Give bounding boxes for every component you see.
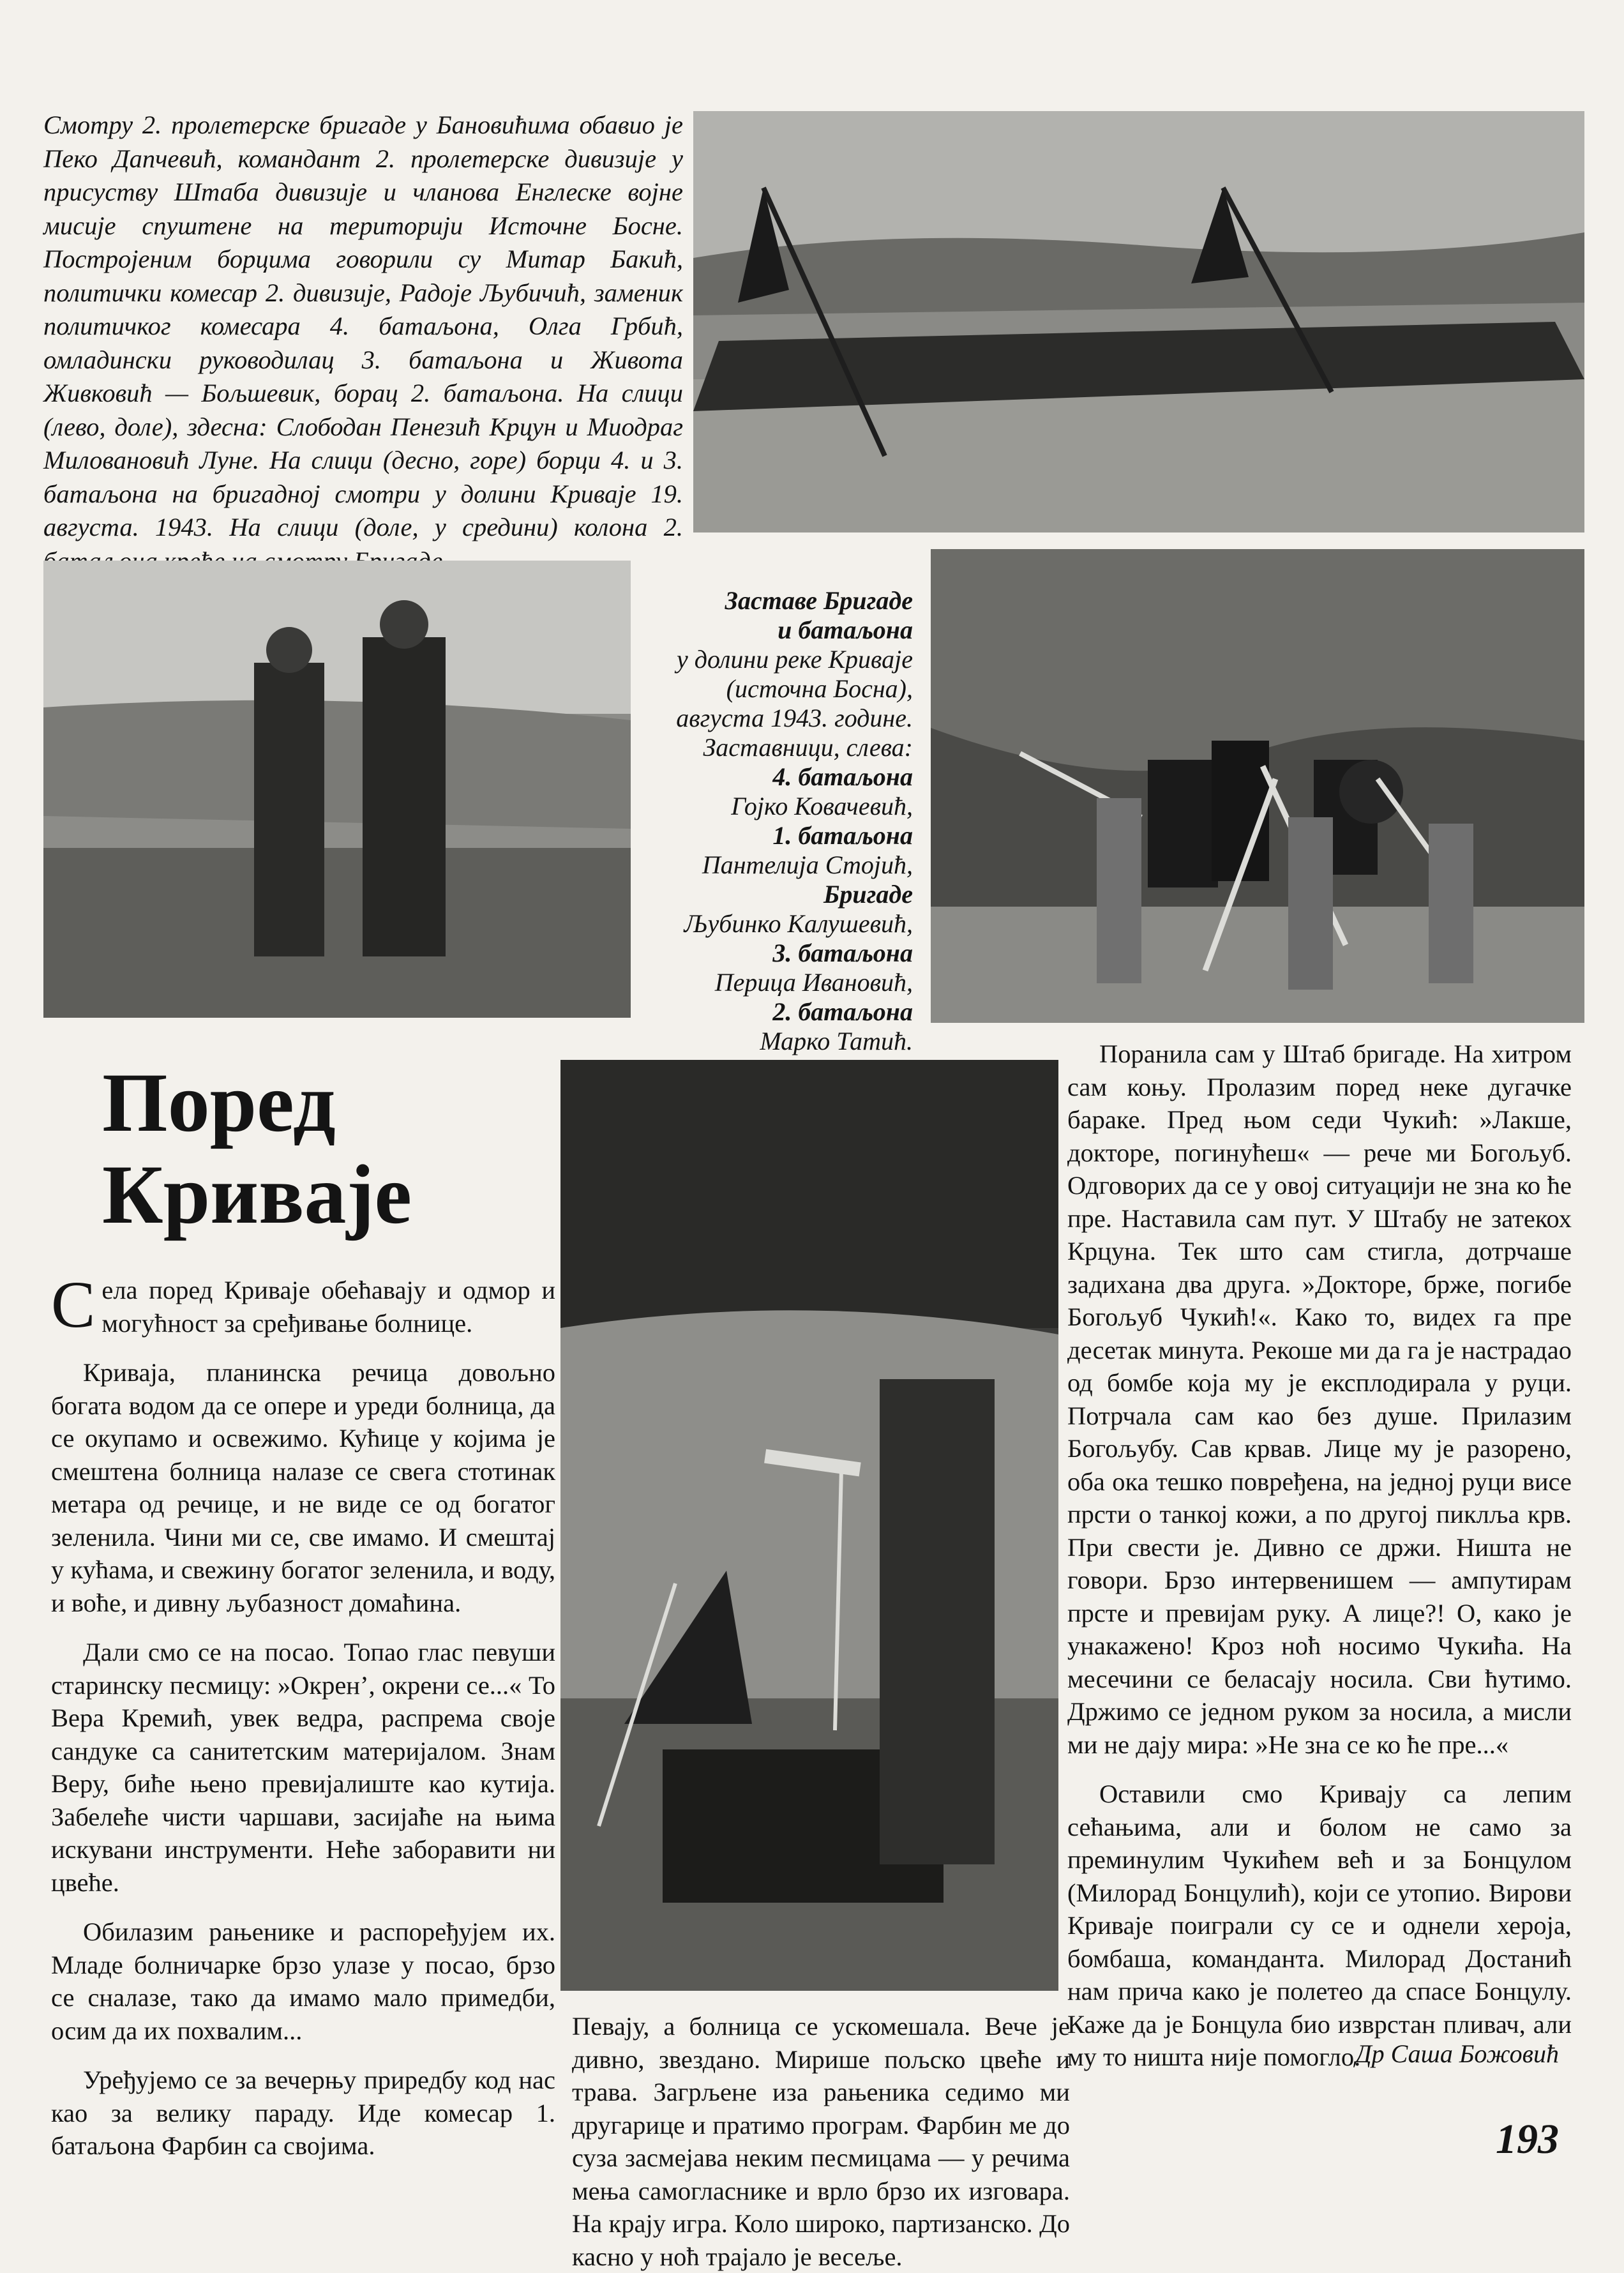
caption-brigade-review: Смотру 2. пролетерске бригаде у Бановићима обавио је Пеко Дапчевић, командант 2. пролетерске дивизије у присуству Штаба дивизије и чланова Енглеске војне мисије спуштене на територији Источне Босне. Постројеним борцима говорили су Митар Бакић, политички комесар 2. дивизије, Радоје Љубичић, заменик политичког комесара 4. батаљона, Олга Грбић, омладински руководилац 3. батаљона и Живота Живковић — Бољшевик, борац 2. батаљона. На слици (лево, доле), здесна: Слободан Пенезић Крцун и Миодраг Миловановић Луне. На слици (десно, горе) борци 4. и 3. батаљона на бригадној смотри у долини Криваје 19. августа. 1943. На слици (доле, у средини) колона 2. [43,110,683,541]
col1-paragraph-3: Дали смо се на посао. Топао глас певуши старинску песмицу: »Окрен’, окрени се...« То Вера Кремић, увек ведра, распрема своје сандуке са санитетским материјалом. Знам Веру, биће њено превијалиште као кутија. Забелеће чисти чаршави, засијаће на њима искувани инструменти. Неће заборавити ни цвеће. [51,1638,555,1897]
caption-flags-line: Заставници, слева: [703,733,913,762]
col1-paragraph-1 [51,1268,555,1341]
text-column-3 [1067,1038,1572,2074]
author-signature: Др Саша Божовић [1355,2039,1559,2068]
caption-flags-line: Бригаде [823,880,913,909]
caption-flags-line: 2. батаљона [772,997,913,1026]
col2-paragraph-1: Певају, а болница се ускомешала. Вече је дивно, звездано. Мирише пољско цвеће и трава. Загрљене иза рањеника седимо ми другарице и пратимо програм. Фарбин ме до суза засмејава неким песмицама — у речима мења самогласнике и врло брзо их изговара. На крају игра. Коло широко, партизанско. До касно у ноћ трајало је весеље. [572,2012,1070,2271]
caption-flags-line: Марко Татић. [760,1027,913,1055]
photo-brigade-review [693,111,1584,532]
col3-paragraph-2: Оставили смо Кривају са лепим сећањима, али и болом не само за преминулим Чукићем већ и за Бонцулом (Милорад Бонцулић), који се утопио. Вирови Криваје поиграли су се и однели хероја, бомбаша, команданта. Милорад Достанић нам прича како је полетео да спасе Бонцулу. Каже да је Бонцула био изврстан пливач, али му то ништа није помогло. [1067,1779,1572,2071]
caption-flags-line: 3. батаљона [772,939,913,967]
caption-flags-line: Заставе Бригаде [725,586,913,615]
caption-flags-line: августа 1943. године. [676,704,913,732]
caption-flags-line: Љубинко Калушевић, [684,909,913,938]
drop-cap: С [51,1268,96,1341]
caption-flags-line: Перица Ивановић, [714,968,913,997]
article-title-line2: Криваје [102,1147,412,1241]
photo-commanders [43,561,631,1018]
caption-flags-line: Пантелија Стојић, [702,850,913,879]
col3-paragraph-1: Поранила сам у Штаб бригаде. На хитром сам коњу. Пролазим поред неке дугачке бараке. Пред њом седи Чукић: »Лакше, докторе, погинућеш« — рече ми Богољуб. Одговорих да се у овој ситуацији не зна ко ће пре. Наставила сам пут. У Штабу не затекох Крцуна. Тек што сам стигла, дотрчаше задихана два друга. »Докторе, брже, погибе Богољуб Чукић!«. Како то, видех га пре десетак минута. Рекоше ми да га је настрадао од бомбе која му је експлодирала у руци. Потрчала сам као без душе. Прилазим Богољубу. Сав крвав. Лице му је разорено, оба ока тешко повређена, на једној руци висе прсти о танкој кожи, а по другој пиклља крв. При свести је. Дивно се држи. Ништа не говори. Брзо интервенишем — ампутирам прсте и превијам руку. А лице?! О, како је унакажено! Кроз ноћ носимо Чукића. На месечини се беласају носила. Сви ћутимо. Држимо се једном руком за носила, а мисли ми не дају мира: »Не зна се ко ће пре...« [1067,1039,1572,1759]
photo-flag-bearers [931,549,1584,1023]
caption-flags-line: 4. батаљона [772,762,913,791]
photo-brigade-review-image [693,111,1584,532]
caption-flags-line: (источна Босна), [726,674,913,703]
col1-paragraph-4: Обилазим рањенике и распоређујем их. Младе болничарке брзо улазе у посао, брзо се сналазе, тако да имамо мало примедби, осим да их похвалим... [51,1917,555,2045]
col1-paragraph-1-text: ела поред Криваје обећавају и одмор и могућност за сређивање болнице. [102,1276,555,1338]
photo-battalion-column-image [560,1060,1058,1991]
col1-paragraph-2: Криваја, планинска речица довољно богата водом да се опере и уреди болница, да се окупамо и освежимо. Кућице у којима је смештена болница налазе се свега стотинак метара од речице, и не виде се од богатог зеленила. Чини ми се, све имамо. И смештај у кућама, и свежину богатог зеленила, и воду, и воће, и дивну љубазност домаћина. [51,1358,555,1617]
caption-flags-line: Гојко Ковачевић, [731,792,913,820]
text-column-2 [572,2010,1070,2273]
caption-flags-line: у долини реке Криваје [676,645,913,674]
article-title-line1: Поред [102,1055,336,1149]
photo-flag-bearers-image [931,549,1584,1023]
text-column-1 [51,1268,555,2163]
col1-paragraph-5: Уређујемо се за вечерњу приредбу код нас као за велику параду. Иде комесар 1. батаљона Фарбин са својима. [51,2065,555,2160]
photo-commanders-image [43,561,631,1018]
page-number: 193 [1496,2116,1559,2163]
article-title [102,1055,412,1241]
caption-flags-line: 1. батаљона [772,821,913,850]
photo-battalion-column [560,1060,1058,1991]
caption-flags [626,586,913,1056]
caption-flags-line: и батаљона [778,615,913,644]
